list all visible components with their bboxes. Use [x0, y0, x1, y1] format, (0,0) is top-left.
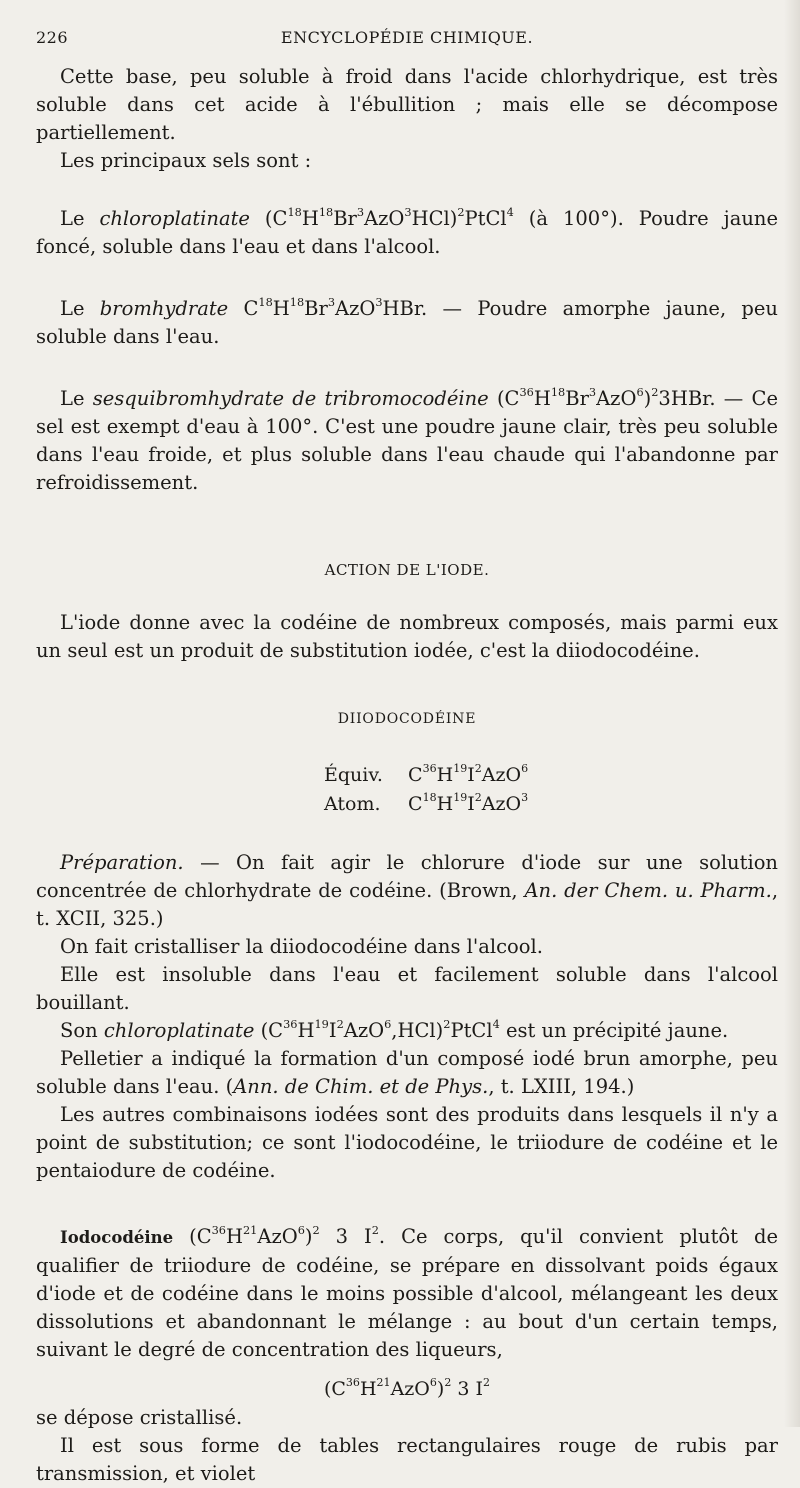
paragraph-crystallize: On fait cristalliser la diiodocodéine dans l'alcool. — [60, 935, 543, 958]
paragraph-solubility: Elle est insoluble dans l'eau et facilement soluble dans l'alcool bouillant. — [36, 963, 778, 1014]
paragraph-tables: Il est sous forme de tables rectangulaires rouge de rubis par transmission, et violet — [36, 1434, 778, 1485]
paragraph-other-combinations: Les autres combinaisons iodées sont des produits dans lesquels il n'y a point de substitution; ce sont l'iodocodéine, le triiodure de codéine et le pentaiodure de codéine. — [36, 1103, 778, 1182]
formula-equiv: Équiv. $C^{36}H^{19}I^2AzO^6$ — [324, 762, 529, 786]
section-heading: ACTION DE L'IODE. — [324, 561, 490, 579]
formula-block — [324, 761, 778, 819]
formula-triiodide: $(C^{36}H^{21}AzO^6)^2$ 3 $I^2$ — [323, 1376, 491, 1400]
paragraph-diiodo-chloroplatinate: Son chloroplatinate $(C^{36}H^{19}I^2AzO^6,HCl)^2PtCl^4$ est un précipité jaune. — [60, 1017, 729, 1042]
page-edge-shadow — [784, 0, 800, 1427]
running-title: ENCYCLOPÉDIE CHIMIQUE. — [280, 28, 534, 47]
paragraph-chloroplatinate: Le chloroplatinate $(C^{18}H^{18}Br^3AzO^3HCl)^2PtCl^4$ (à 100°). Poudre jaune foncé, soluble dans l'eau et dans l'alcool. — [36, 205, 778, 258]
paragraph-deposit: se dépose cristallisé. — [36, 1406, 243, 1429]
paragraph-base-solubility: Cette base, peu soluble à froid dans l'acide chlorhydrique, est très soluble dans cet acide à l'ébullition ; mais elle se décompose partiellement. — [36, 65, 778, 144]
page-number: 226 — [36, 28, 69, 47]
formula-atom: Atom. $C^{18}H^{19}I^2AzO^3$ — [324, 791, 529, 815]
paragraph-salts-intro: Les principaux sels sont : — [60, 149, 312, 172]
paragraph-iodine-intro: L'iode donne avec la codéine de nombreux composés, mais parmi eux un seul est un produit de substitution iodée, c'est la diiodocodéine. — [36, 611, 778, 662]
paragraph-sesquibromhydrate: Le sesquibromhydrate de tribromocodéine $(C^{36}H^{18}Br^3AzO^6)^23HBr$. — Ce sel est exempt d'eau à 100°. C'est une poudre jaune clair, très peu soluble dans l'eau froide, et plus soluble dans l'eau chaude qui l'abandonne par refroidissement. — [36, 385, 778, 494]
paragraph-preparation: Préparation. — On fait agir le chlorure d'iode sur une solution concentrée de chlorhydrate de codéine. (Brown, An. der Chem. u. Pharm., t. XCII, 325.) — [36, 851, 779, 930]
paragraph-pelletier: Pelletier a indiqué la formation d'un composé iodé brun amorphe, peu soluble dans l'eau. (Ann. de Chim. et de Phys., t. LXIII, 194.) — [36, 1047, 778, 1098]
paragraph-bromhydrate: Le bromhydrate $C^{18}H^{18}Br^3AzO^3HBr$. — Poudre amorphe jaune, peu soluble dans l'eau. — [36, 295, 778, 348]
paragraph-iodocodeine: Iodocodéine $(C^{36}H^{21}AzO^6)^2$ 3 $I^2$. Ce corps, qu'il convient plutôt de qualifier de triiodure de codéine, se prépare en dissolvant poids égaux d'iode et de codéine dans le moins possible d'alcool, mélangeant les deux dissolutions et abandonnant le mélange : au bout d'un certain temps, suivant le degré de concentration des liqueurs, — [36, 1223, 778, 1361]
subsection-heading: DIIODOCODÉINE — [337, 711, 477, 727]
page-header — [36, 28, 778, 47]
